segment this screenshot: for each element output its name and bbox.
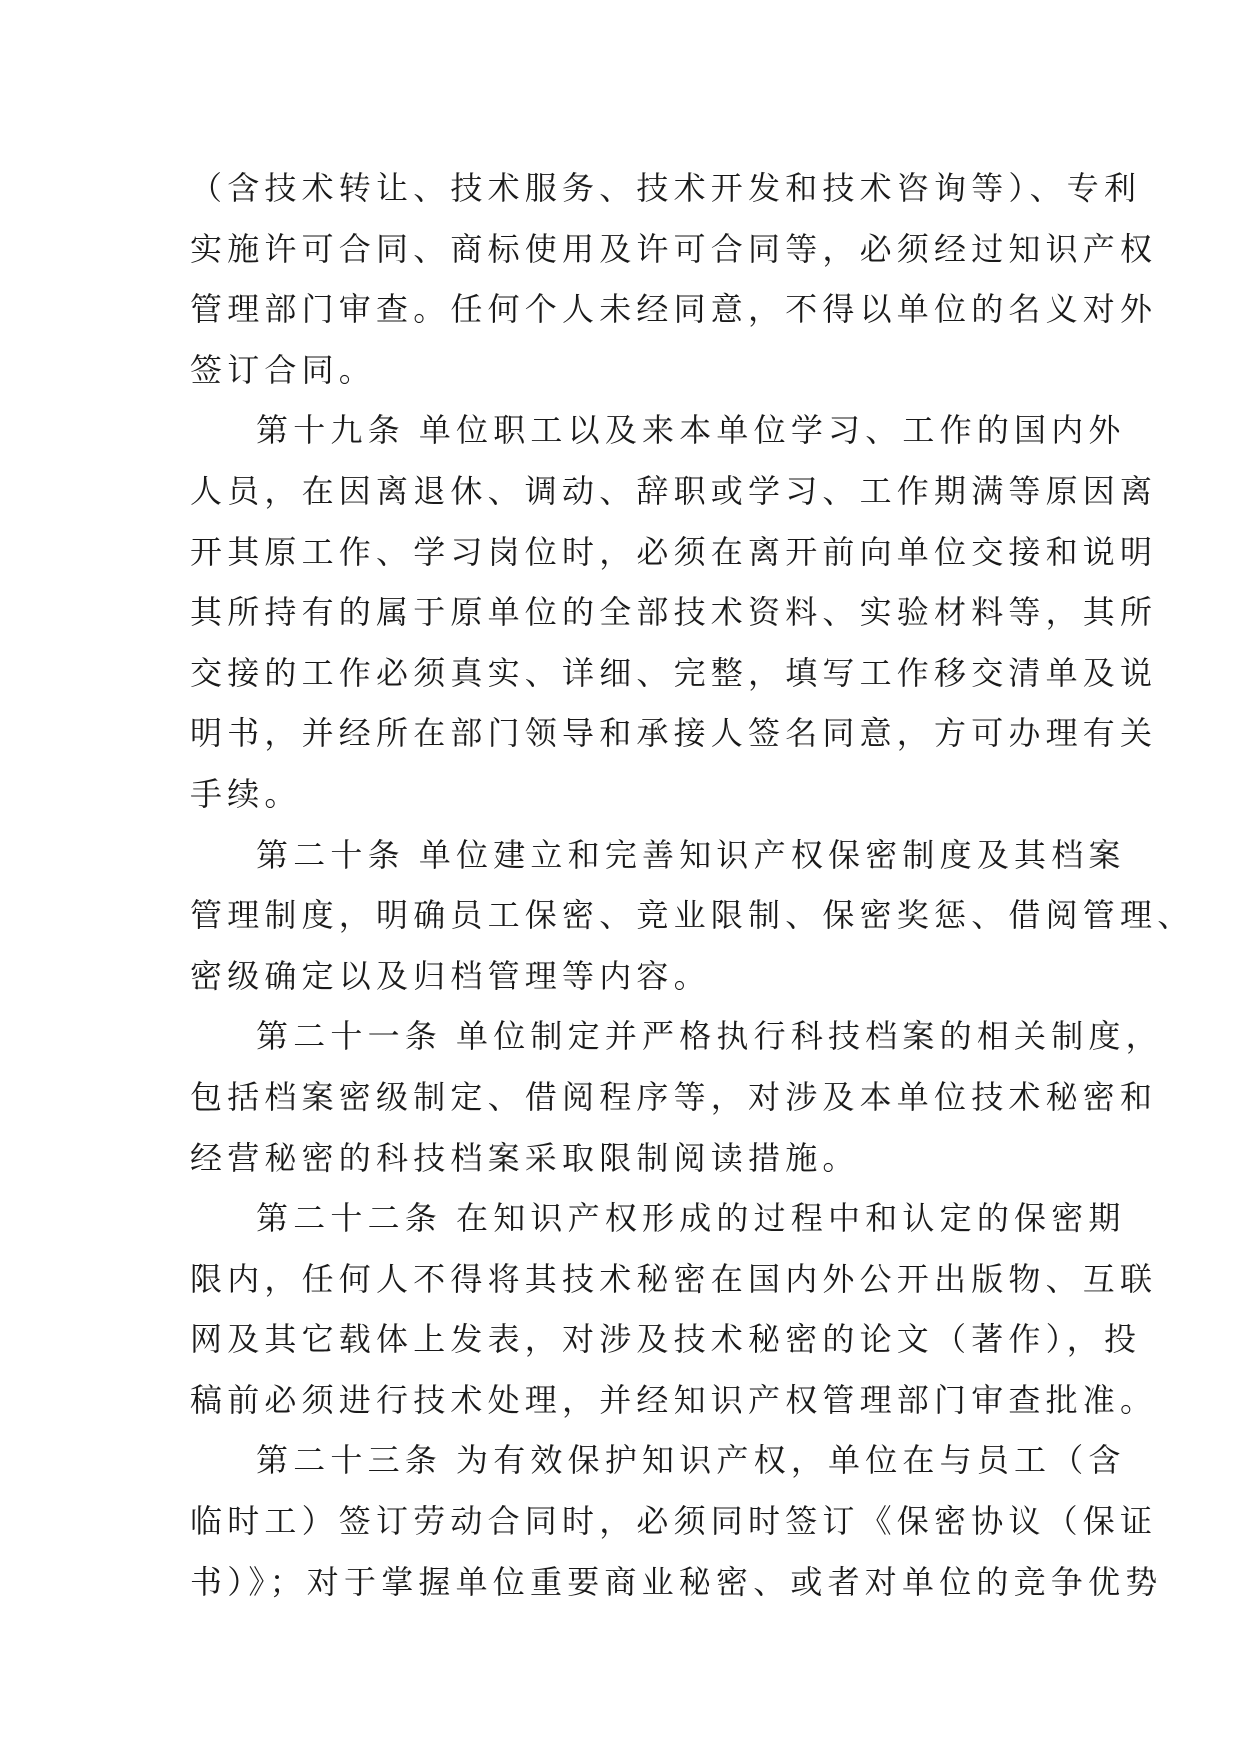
article-first-line [190, 1188, 1126, 1249]
text-line: 网及其它载体上发表，对涉及技术秘密的论文（著作），投 [190, 1320, 1142, 1359]
text-line: （含技术转让、技术服务、技术开发和技术咨询等）、专利 [190, 169, 1142, 207]
article-first-line [190, 825, 1126, 886]
text-line: 书）》；对于掌握单位重要商业秘密、或者对单位的竞争优势 [190, 1562, 1163, 1601]
text-line: 临时工）签订劳动合同时，必须同时签订《保密协议（保证 [190, 1502, 1158, 1541]
text-line: 管理部门审查。任何个人未经同意，不得以单位的名义对外 [190, 290, 1158, 329]
paragraph-contract-review [190, 158, 1158, 400]
text-line: 签订合同。 [190, 350, 377, 389]
article-number: 第二十三条 [256, 1441, 443, 1480]
text-line: 手续。 [190, 774, 302, 813]
text-line: 管理制度，明确员工保密、竞业限制、保密奖惩、借阅管理、 [190, 896, 1195, 935]
paragraph-article-21 [190, 1006, 1163, 1188]
paragraph-article-23 [190, 1430, 1163, 1612]
paragraph-article-22 [190, 1188, 1158, 1430]
paragraph-article-19 [190, 400, 1158, 824]
article-first-line [190, 1006, 1163, 1067]
paragraph-article-20 [190, 825, 1195, 1007]
text-line: 经营秘密的科技档案采取限制阅读措施。 [190, 1138, 860, 1177]
text-line: 实施许可合同、商标使用及许可合同等，必须经过知识产权 [190, 229, 1158, 268]
article-number: 第十九条 [256, 411, 405, 450]
text-line: 限内，任何人不得将其技术秘密在国内外公开出版物、互联 [190, 1259, 1158, 1298]
article-first-line [190, 400, 1126, 461]
text-line: 开其原工作、学习岗位时，必须在离开前向单位交接和说明 [190, 532, 1158, 571]
text-line: 明书，并经所在部门领导和承接人签名同意，方可办理有关 [190, 714, 1158, 753]
text-line: 稿前必须进行技术处理，并经知识产权管理部门审查批准。 [190, 1380, 1158, 1419]
article-text: 在知识产权形成的过程中和认定的保密期 [456, 1199, 1126, 1238]
article-text: 单位职工以及来本单位学习、工作的国内外 [418, 411, 1126, 450]
article-text: 单位制定并严格执行科技档案的相关制度， [456, 1017, 1163, 1056]
article-text: 单位建立和完善知识产权保密制度及其档案 [418, 835, 1126, 874]
text-line: 包括档案密级制定、借阅程序等，对涉及本单位技术秘密和 [190, 1077, 1158, 1116]
article-first-line [190, 1430, 1126, 1491]
article-number: 第二十条 [256, 835, 405, 874]
text-line: 交接的工作必须真实、详细、完整，填写工作移交清单及说 [190, 653, 1158, 692]
document-body [190, 158, 1195, 1612]
text-line: 人员，在因离退休、调动、辞职或学习、工作期满等原因离 [190, 471, 1158, 510]
article-number: 第二十一条 [256, 1017, 443, 1056]
article-number: 第二十二条 [256, 1199, 443, 1238]
text-line: 密级确定以及归档管理等内容。 [190, 956, 711, 995]
article-text: 为有效保护知识产权，单位在与员工（含 [456, 1441, 1126, 1480]
text-line: 其所持有的属于原单位的全部技术资料、实验材料等，其所 [190, 593, 1158, 632]
